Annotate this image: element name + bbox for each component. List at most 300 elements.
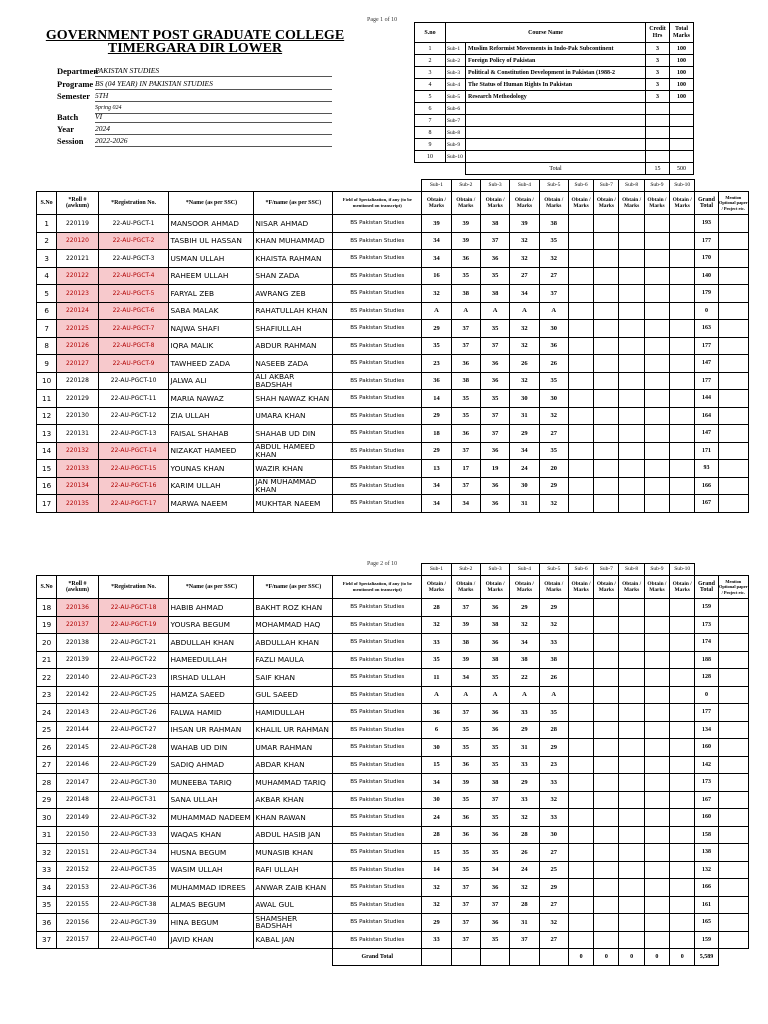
- row-mark: 35: [480, 739, 509, 757]
- row-father-name: KHAN RAWAN: [254, 809, 333, 827]
- row-mark: [568, 337, 593, 355]
- row-mark: 14: [422, 390, 451, 408]
- table-row: [37, 337, 749, 355]
- row-mark: 37: [451, 896, 480, 914]
- obtain-marks-header: Obtain / Marks: [451, 192, 480, 215]
- row-mark: 39: [510, 215, 539, 233]
- row-roll: 220157: [57, 931, 98, 949]
- sub-header: Sub-1: [422, 564, 451, 576]
- row-mark: [568, 896, 593, 914]
- row-father-name: MOHAMMAD HAQ: [254, 616, 333, 634]
- row-father-name: MUNASIB KHAN: [254, 844, 333, 862]
- row-mark: [594, 425, 619, 443]
- course-name: [466, 139, 646, 151]
- row-mention: [718, 215, 748, 233]
- row-mark: 36: [480, 704, 509, 722]
- course-no: 6: [415, 103, 446, 115]
- row-name: TASBIH UL HASSAN: [169, 232, 254, 250]
- row-father-name: KHAN MUHAMMAD: [254, 232, 333, 250]
- row-mark: 24: [422, 809, 451, 827]
- course-total-label: Total: [466, 163, 646, 175]
- table-row: [37, 460, 749, 478]
- row-mark: 38: [451, 372, 480, 390]
- row-mark: [568, 442, 593, 460]
- row-mention: [718, 826, 748, 844]
- table-row: [37, 250, 749, 268]
- row-mark: [670, 337, 695, 355]
- row-mark: 32: [422, 616, 451, 634]
- row-mark: [644, 285, 669, 303]
- row-father-name: KABAL JAN: [254, 931, 333, 949]
- course-sub-code: Sub-6: [446, 103, 466, 115]
- grand-total-empty: [480, 949, 509, 966]
- row-registration: 22-AU-PGCT-11: [98, 390, 169, 408]
- row-mark: 32: [539, 495, 568, 513]
- obtain-marks-header: Obtain / Marks: [644, 192, 669, 215]
- row-father-name: GUL SAEED: [254, 686, 333, 704]
- row-mark: [644, 739, 669, 757]
- row-mention: [718, 302, 748, 320]
- row-grand-total: 163: [695, 320, 718, 338]
- row-registration: 22-AU-PGCT-7: [98, 320, 169, 338]
- row-mark: 36: [451, 809, 480, 827]
- course-total: 100: [670, 55, 694, 67]
- row-sno: 3: [37, 250, 57, 268]
- row-mark: [619, 931, 644, 949]
- row-mark: [568, 791, 593, 809]
- row-grand-total: 167: [695, 791, 718, 809]
- row-mark: A: [451, 686, 480, 704]
- row-mark: 26: [539, 669, 568, 687]
- row-mention: [718, 372, 748, 390]
- row-mark: 37: [480, 896, 509, 914]
- row-mark: 37: [451, 931, 480, 949]
- row-mark: 29: [539, 599, 568, 617]
- row-mark: 27: [510, 267, 539, 285]
- row-mark: [619, 634, 644, 652]
- row-mark: [568, 250, 593, 268]
- row-registration: 22-AU-PGCT-28: [98, 739, 169, 757]
- row-mark: 35: [539, 372, 568, 390]
- row-mark: [568, 460, 593, 478]
- row-mark: [568, 599, 593, 617]
- row-mark: [644, 390, 669, 408]
- row-name: FAISAL SHAHAB: [169, 425, 254, 443]
- row-mark: [594, 302, 619, 320]
- table-row: [37, 285, 749, 303]
- row-sno: 32: [37, 844, 57, 862]
- row-mention: [718, 320, 748, 338]
- row-field: BS Pakistan Studies: [333, 320, 422, 338]
- row-mark: [619, 879, 644, 897]
- row-sno: 18: [37, 599, 57, 617]
- row-mark: [568, 914, 593, 932]
- sub-header: Sub-1: [422, 180, 451, 192]
- row-mark: [619, 215, 644, 233]
- row-mark: 29: [539, 477, 568, 495]
- row-mark: [619, 616, 644, 634]
- row-mark: [568, 477, 593, 495]
- row-mark: [594, 390, 619, 408]
- row-grand-total: 177: [695, 372, 718, 390]
- row-father-name: SHAHAB UD DIN: [254, 425, 333, 443]
- obtain-marks-header: Obtain / Marks: [594, 192, 619, 215]
- row-mark: [568, 390, 593, 408]
- row-registration: 22-AU-PGCT-22: [98, 651, 169, 669]
- row-name: YOUSRA BEGUM: [169, 616, 254, 634]
- row-mark: [670, 355, 695, 373]
- row-mark: 31: [510, 914, 539, 932]
- row-mention: [718, 756, 748, 774]
- table-row: [37, 267, 749, 285]
- course-credit: [646, 103, 670, 115]
- row-mark: [568, 302, 593, 320]
- table-row: [37, 896, 749, 914]
- meta-underline: [95, 134, 332, 135]
- row-roll: 220142: [57, 686, 98, 704]
- row-mark: [568, 669, 593, 687]
- row-name: FARYAL ZEB: [169, 285, 254, 303]
- row-mark: 37: [480, 407, 509, 425]
- table-row: [37, 495, 749, 513]
- row-name: JAVID KHAN: [169, 931, 254, 949]
- row-field: BS Pakistan Studies: [333, 686, 422, 704]
- row-sno: 5: [37, 285, 57, 303]
- row-mark: 26: [510, 844, 539, 862]
- table-row: [37, 826, 749, 844]
- row-registration: 22-AU-PGCT-25: [98, 686, 169, 704]
- row-registration: 22-AU-PGCT-3: [98, 250, 169, 268]
- row-mark: [619, 477, 644, 495]
- row-mark: 35: [451, 390, 480, 408]
- row-registration: 22-AU-PGCT-30: [98, 774, 169, 792]
- row-mark: 31: [510, 495, 539, 513]
- course-sub-code: Sub-3: [446, 67, 466, 79]
- obtain-marks-header: Obtain / Marks: [568, 576, 593, 599]
- row-mark: 32: [539, 914, 568, 932]
- row-mark: [670, 215, 695, 233]
- header-blank: [37, 180, 422, 192]
- row-mark: [670, 477, 695, 495]
- row-grand-total: 134: [695, 721, 718, 739]
- row-mark: [594, 931, 619, 949]
- row-roll: 220153: [57, 879, 98, 897]
- row-mark: 31: [510, 739, 539, 757]
- row-sno: 4: [37, 267, 57, 285]
- meta-label: Year: [57, 124, 74, 134]
- row-mark: A: [480, 686, 509, 704]
- obtain-marks-header: Obtain / Marks: [480, 576, 509, 599]
- row-mark: 38: [539, 651, 568, 669]
- course-table: [414, 22, 694, 175]
- row-sno: 10: [37, 372, 57, 390]
- row-sno: 6: [37, 302, 57, 320]
- row-mark: [594, 616, 619, 634]
- row-mark: [644, 774, 669, 792]
- course-total: [670, 115, 694, 127]
- row-mark: 38: [480, 215, 509, 233]
- row-mark: [644, 495, 669, 513]
- row-mark: [619, 390, 644, 408]
- row-mark: 26: [510, 355, 539, 373]
- row-roll: 220127: [57, 355, 98, 373]
- row-mark: [568, 372, 593, 390]
- row-mark: [644, 914, 669, 932]
- row-mark: [594, 669, 619, 687]
- row-grand-total: 93: [695, 460, 718, 478]
- row-mark: [568, 495, 593, 513]
- grand-total-sub-value: 0: [619, 949, 644, 966]
- row-mark: [619, 669, 644, 687]
- row-mark: 36: [422, 704, 451, 722]
- row-sno: 31: [37, 826, 57, 844]
- row-mark: 35: [451, 861, 480, 879]
- row-grand-total: 177: [695, 337, 718, 355]
- row-mark: [670, 756, 695, 774]
- table-row: [37, 879, 749, 897]
- row-mark: 6: [422, 721, 451, 739]
- course-no: 10: [415, 151, 446, 163]
- row-mention: [718, 495, 748, 513]
- row-grand-total: 0: [695, 686, 718, 704]
- row-mark: [644, 302, 669, 320]
- row-grand-total: 179: [695, 285, 718, 303]
- row-mark: [644, 425, 669, 443]
- row-field: BS Pakistan Studies: [333, 809, 422, 827]
- row-registration: 22-AU-PGCT-21: [98, 634, 169, 652]
- table-row: [37, 215, 749, 233]
- row-mark: [594, 477, 619, 495]
- sub-header: Sub-5: [539, 564, 568, 576]
- row-mark: [594, 372, 619, 390]
- row-field: BS Pakistan Studies: [333, 634, 422, 652]
- meta-label: Departmen: [57, 66, 99, 76]
- row-roll: 220125: [57, 320, 98, 338]
- row-sno: 34: [37, 879, 57, 897]
- row-field: BS Pakistan Studies: [333, 879, 422, 897]
- row-mark: [594, 232, 619, 250]
- table-row: [37, 791, 749, 809]
- row-mark: [670, 914, 695, 932]
- row-mark: [619, 250, 644, 268]
- row-mark: [619, 721, 644, 739]
- row-mark: [670, 390, 695, 408]
- row-mark: [670, 686, 695, 704]
- row-field: BS Pakistan Studies: [333, 616, 422, 634]
- row-grand-total: 138: [695, 844, 718, 862]
- row-mention: [718, 425, 748, 443]
- row-mark: [568, 931, 593, 949]
- course-no: 7: [415, 115, 446, 127]
- grand-total-header: Grand Total: [695, 576, 718, 599]
- row-field: BS Pakistan Studies: [333, 407, 422, 425]
- row-name: FALWA HAMID: [169, 704, 254, 722]
- row-grand-total: 170: [695, 250, 718, 268]
- row-mark: 32: [539, 407, 568, 425]
- course-row: [415, 151, 694, 163]
- table-row: [37, 739, 749, 757]
- row-mark: 36: [480, 914, 509, 932]
- row-mark: [619, 686, 644, 704]
- row-mark: 29: [422, 407, 451, 425]
- row-registration: 22-AU-PGCT-9: [98, 355, 169, 373]
- row-sno: 13: [37, 425, 57, 443]
- row-mark: [594, 721, 619, 739]
- meta-underline: [95, 101, 332, 102]
- row-sno: 26: [37, 739, 57, 757]
- registration-header: *Registration No.: [98, 576, 169, 599]
- course-row: [415, 127, 694, 139]
- row-mark: 32: [510, 372, 539, 390]
- row-grand-total: 173: [695, 616, 718, 634]
- row-mark: 30: [539, 826, 568, 844]
- row-sno: 35: [37, 896, 57, 914]
- row-mark: 35: [422, 337, 451, 355]
- row-field: BS Pakistan Studies: [333, 914, 422, 932]
- course-total-blank: [415, 163, 466, 175]
- row-grand-total: 173: [695, 774, 718, 792]
- row-registration: 22-AU-PGCT-38: [98, 896, 169, 914]
- row-mark: 35: [539, 704, 568, 722]
- meta-value: 2022-2026: [95, 136, 128, 145]
- meta-underline: [95, 76, 332, 77]
- row-mark: 29: [422, 914, 451, 932]
- row-mark: 34: [422, 250, 451, 268]
- row-mention: [718, 931, 748, 949]
- row-mark: 36: [451, 756, 480, 774]
- header-blank: [695, 564, 749, 576]
- course-sno-header: S.no: [415, 23, 446, 43]
- row-mark: [568, 861, 593, 879]
- course-total: [670, 103, 694, 115]
- row-mark: 14: [422, 861, 451, 879]
- row-mark: [619, 861, 644, 879]
- row-roll: 220134: [57, 477, 98, 495]
- sub-header: Sub-3: [480, 564, 509, 576]
- obtain-marks-header: Obtain / Marks: [422, 576, 451, 599]
- row-mark: 37: [451, 914, 480, 932]
- row-mark: 36: [480, 495, 509, 513]
- row-grand-total: 158: [695, 826, 718, 844]
- row-mark: 30: [539, 390, 568, 408]
- course-credit: [646, 151, 670, 163]
- course-sub-code: Sub-1: [446, 43, 466, 55]
- row-name: ALMAS BEGUM: [169, 896, 254, 914]
- row-name: IRSHAD ULLAH: [169, 669, 254, 687]
- row-mark: [619, 914, 644, 932]
- row-roll: 220138: [57, 634, 98, 652]
- row-mark: [644, 320, 669, 338]
- row-mention: [718, 390, 748, 408]
- father-name-header: *F/name (as per SSC): [254, 192, 333, 215]
- course-row: [415, 79, 694, 91]
- row-father-name: NISAR AHMAD: [254, 215, 333, 233]
- row-mark: [568, 285, 593, 303]
- row-father-name: SAIF KHAN: [254, 669, 333, 687]
- table-row: [37, 442, 749, 460]
- meta-value: Spring 024: [95, 105, 122, 111]
- row-registration: 22-AU-PGCT-2: [98, 232, 169, 250]
- row-registration: 22-AU-PGCT-35: [98, 861, 169, 879]
- row-mark: [670, 599, 695, 617]
- row-mark: 28: [510, 896, 539, 914]
- row-mark: 34: [451, 669, 480, 687]
- roll-header: *Roll # (awkum): [57, 576, 98, 599]
- row-mark: [619, 844, 644, 862]
- row-mark: 36: [539, 337, 568, 355]
- table-row: [37, 407, 749, 425]
- row-mention: [718, 686, 748, 704]
- row-father-name: AWAL GUL: [254, 896, 333, 914]
- row-mark: [670, 495, 695, 513]
- row-mention: [718, 616, 748, 634]
- row-sno: 28: [37, 774, 57, 792]
- obtain-marks-header: Obtain / Marks: [619, 192, 644, 215]
- row-mark: 28: [422, 826, 451, 844]
- row-mark: 32: [422, 896, 451, 914]
- mention-header: Mention Optional paper / Project etc.: [718, 192, 748, 215]
- row-mark: 36: [480, 442, 509, 460]
- row-mark: 32: [422, 285, 451, 303]
- row-name: HABIB AHMAD: [169, 599, 254, 617]
- row-name: HUSNA BEGUM: [169, 844, 254, 862]
- row-field: BS Pakistan Studies: [333, 355, 422, 373]
- row-mark: [670, 425, 695, 443]
- obtain-marks-header: Obtain / Marks: [644, 576, 669, 599]
- row-father-name: ALI AKBAR BADSHAH: [254, 372, 333, 390]
- course-name-header: Course Name: [446, 23, 646, 43]
- sub-header: Sub-10: [670, 564, 695, 576]
- row-grand-total: 167: [695, 495, 718, 513]
- sub-header: Sub-6: [568, 180, 593, 192]
- course-credit: [646, 127, 670, 139]
- row-mention: [718, 232, 748, 250]
- row-mark: 35: [451, 721, 480, 739]
- row-mention: [718, 407, 748, 425]
- row-grand-total: 128: [695, 669, 718, 687]
- course-no: 5: [415, 91, 446, 103]
- row-mark: 32: [510, 809, 539, 827]
- row-mark: [594, 879, 619, 897]
- row-father-name: SHAMSHER BADSHAH: [254, 914, 333, 932]
- course-row: [415, 67, 694, 79]
- row-mark: 29: [539, 879, 568, 897]
- row-mark: [670, 721, 695, 739]
- row-mark: [594, 861, 619, 879]
- college-name-line2: TIMERGARA DIR LOWER: [107, 41, 283, 56]
- meta-underline: [95, 89, 332, 90]
- row-mark: [670, 267, 695, 285]
- row-mark: [619, 355, 644, 373]
- name-header: *Name (as per SSC): [169, 192, 254, 215]
- row-roll: 220150: [57, 826, 98, 844]
- row-registration: 22-AU-PGCT-34: [98, 844, 169, 862]
- row-mark: [594, 460, 619, 478]
- sub-header: Sub-8: [619, 180, 644, 192]
- row-field: BS Pakistan Studies: [333, 826, 422, 844]
- row-mark: 37: [480, 791, 509, 809]
- row-mark: 35: [539, 442, 568, 460]
- row-field: BS Pakistan Studies: [333, 931, 422, 949]
- row-mark: 38: [451, 634, 480, 652]
- field-header: Field of Specialization, if any (to be mentioned on transcript): [333, 576, 422, 599]
- row-mark: [644, 669, 669, 687]
- row-mark: 35: [480, 844, 509, 862]
- row-sno: 30: [37, 809, 57, 827]
- row-mark: 38: [451, 285, 480, 303]
- row-father-name: NASEEB ZADA: [254, 355, 333, 373]
- row-mark: [619, 460, 644, 478]
